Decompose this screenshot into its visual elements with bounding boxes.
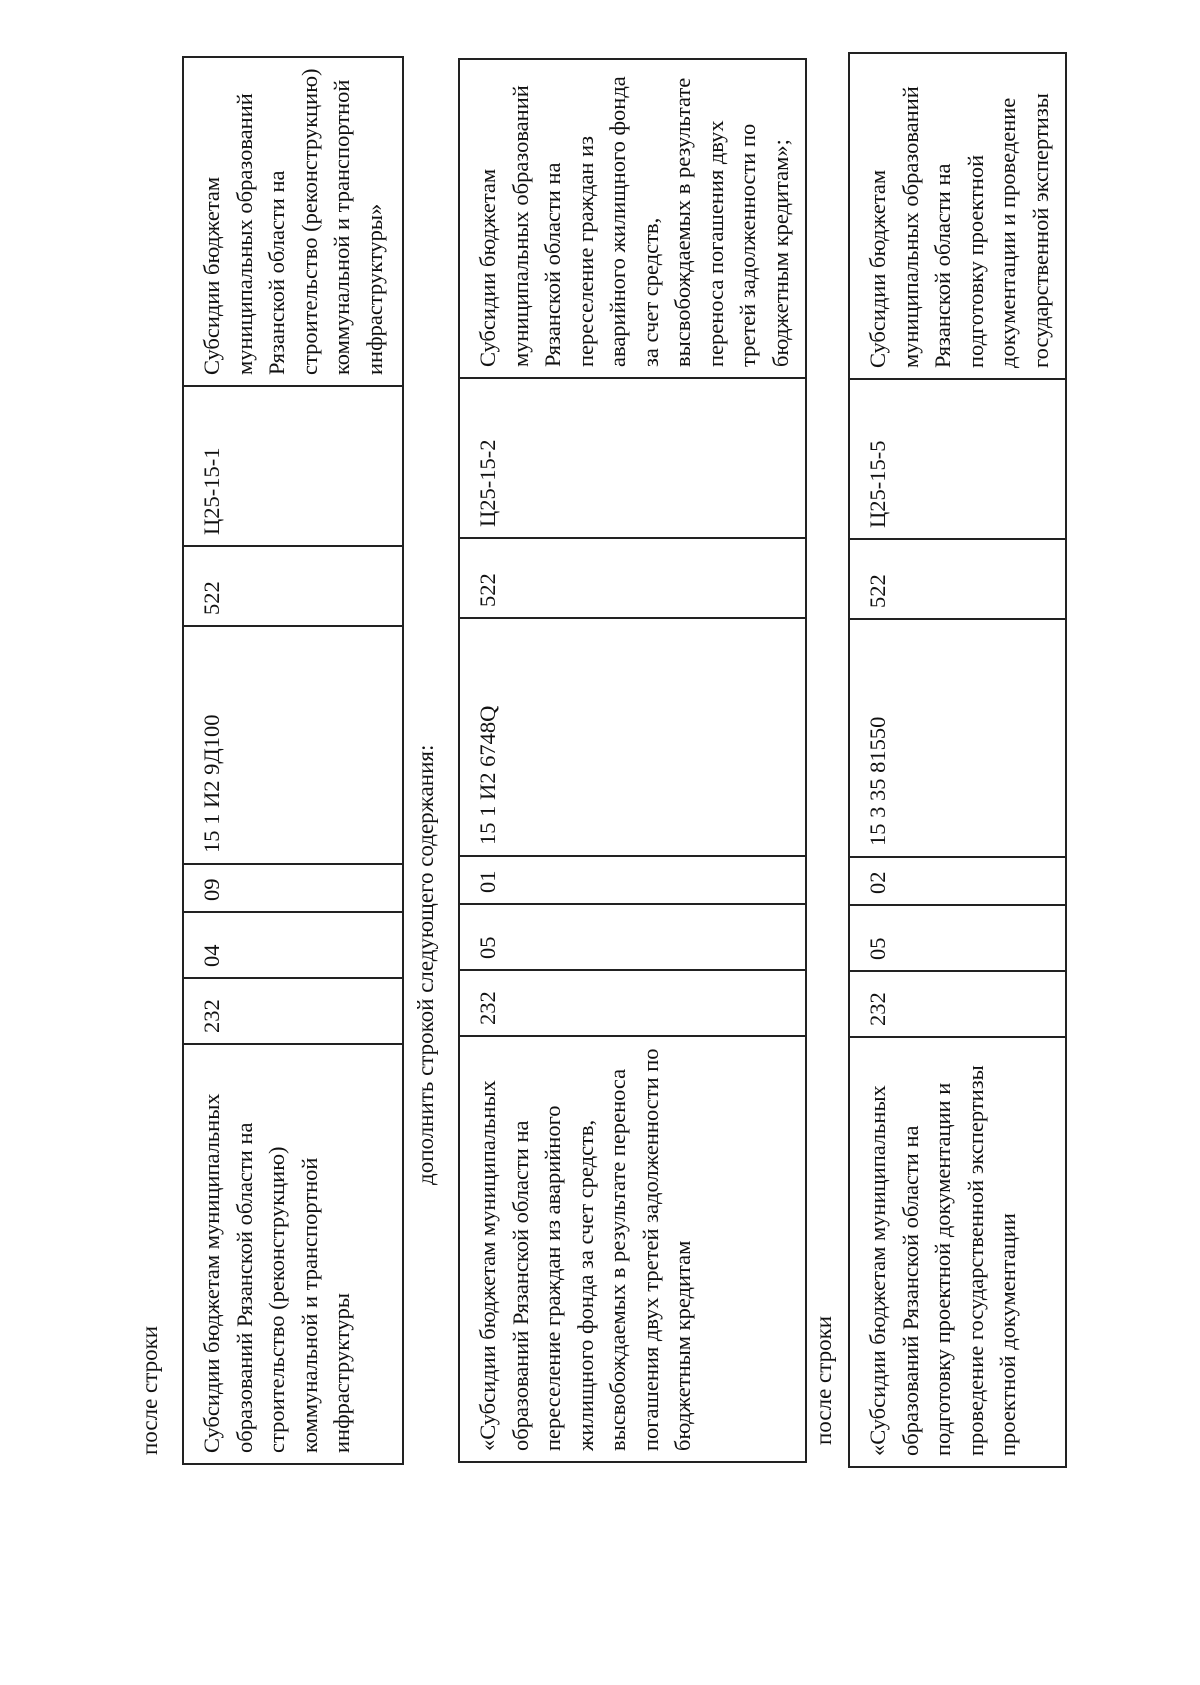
gov-code: 232 bbox=[849, 971, 1066, 1037]
target-article: 15 3 35 81550 bbox=[849, 619, 1066, 857]
expense-type: 522 bbox=[849, 539, 1066, 619]
section-code: 04 bbox=[183, 912, 403, 978]
target-article: 15 1 И2 6748Q bbox=[459, 618, 806, 856]
row-name: Субсидии бюджетам муниципальных образований Рязанской области на строительство (реконструкцию) коммунальной и транспортной инфраструктуры bbox=[183, 1044, 403, 1464]
gov-code: 232 bbox=[183, 978, 403, 1044]
budget-table-3 bbox=[848, 52, 1067, 1468]
section-code: 05 bbox=[459, 904, 806, 970]
expense-type: 522 bbox=[459, 538, 806, 618]
budget-table-2 bbox=[458, 58, 807, 1463]
subsection-code: 01 bbox=[459, 856, 806, 904]
subsection-code: 02 bbox=[849, 857, 1066, 905]
row-name: «Субсидии бюджетам муниципальных образований Рязанской области на подготовку проектной документации и проведение государственной экспертизы проектной документации bbox=[849, 1037, 1066, 1467]
subsidy-code: Ц25-15-5 bbox=[849, 379, 1066, 539]
budget-table-1 bbox=[182, 56, 404, 1465]
caption-after-row-1: после строки bbox=[137, 1325, 162, 1455]
subsidy-description: Субсидии бюджетам муниципальных образований Рязанской области на переселение граждан из аварийного жилищного фонда за счет средств, высвобождаемых в результате переноса погашения двух третей задолженности по бюджетным кредитам»; bbox=[459, 59, 806, 378]
section-code: 05 bbox=[849, 905, 1066, 971]
table-row bbox=[183, 57, 403, 1464]
table-row bbox=[459, 59, 806, 1462]
caption-after-row-2: после строки bbox=[811, 1315, 836, 1445]
gov-code: 232 bbox=[459, 970, 806, 1036]
subsection-code: 09 bbox=[183, 864, 403, 912]
caption-insert-row: дополнить строкой следующего содержания: bbox=[413, 744, 438, 1185]
subsidy-description: Субсидии бюджетам муниципальных образований Рязанской области на подготовку проектной документации и проведение государственной экспертизы bbox=[849, 53, 1066, 379]
target-article: 15 1 И2 9Д100 bbox=[183, 626, 403, 864]
row-name: «Субсидии бюджетам муниципальных образований Рязанской области на переселение граждан из аварийного жилищного фонда за счет средств, высвобождаемых в результате переноса погашения двух третей задолженности по бюджетным кредитам bbox=[459, 1036, 806, 1462]
subsidy-code: Ц25-15-2 bbox=[459, 378, 806, 538]
subsidy-description: Субсидии бюджетам муниципальных образований Рязанской области на строительство (реконструкцию) коммунальной и транспортной инфраструктуры» bbox=[183, 57, 403, 386]
expense-type: 522 bbox=[183, 546, 403, 626]
table-row bbox=[849, 53, 1066, 1467]
subsidy-code: Ц25-15-1 bbox=[183, 386, 403, 546]
